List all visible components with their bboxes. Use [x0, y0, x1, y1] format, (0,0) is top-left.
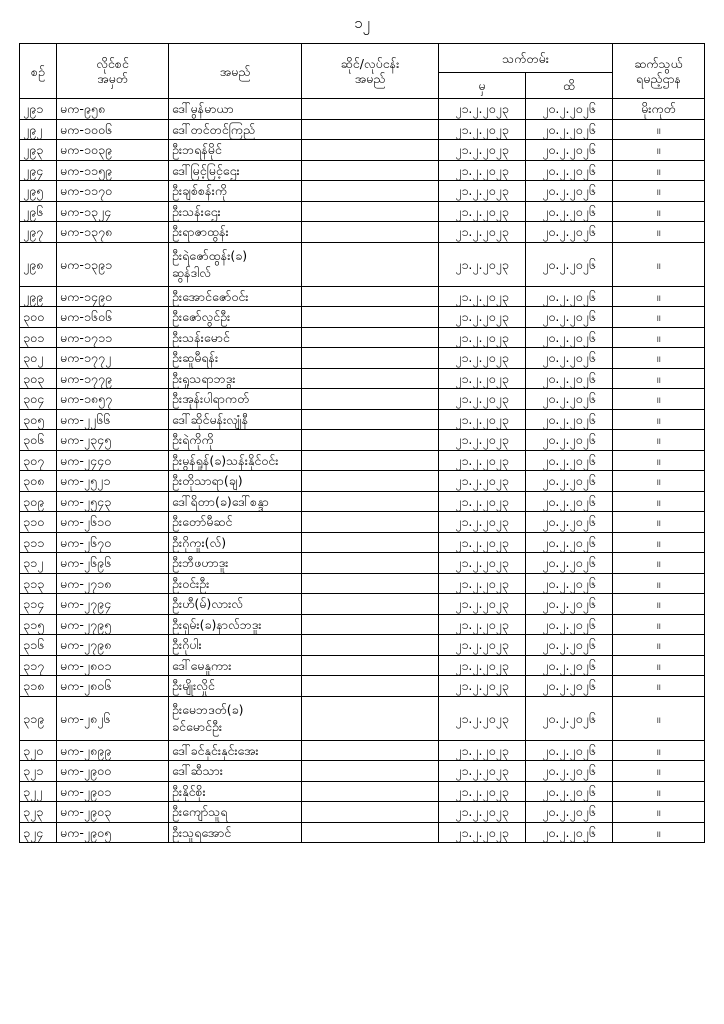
cell-valid-from: ၂၁.၂.၂၀၂၃: [439, 740, 526, 761]
cell-name: ဒေါ်ဆိုင်မန်းလျုံနီ: [169, 409, 302, 430]
cell-license-no: မက-၁၃၉၁: [57, 242, 169, 286]
cell-license-no: မက-၂၈၉၉: [57, 740, 169, 761]
table-row: [20, 140, 705, 161]
cell-contact-dept: ။: [613, 327, 705, 348]
table-row: [20, 348, 705, 369]
cell-name: ဒေါ်ခင်နှင်းနှင်းအေး: [169, 740, 302, 761]
table-body: [20, 99, 705, 843]
cell-contact-dept: ။: [613, 430, 705, 451]
cell-serial: ၃၂၀: [20, 740, 57, 761]
cell-name: ဒေါ်မွန်မာယာ: [169, 99, 302, 120]
cell-shop-name: [302, 242, 439, 286]
cell-serial: ၂၉၇: [20, 222, 57, 243]
cell-valid-to: ၂၀.၂.၂၀၂၆: [526, 348, 613, 369]
table-row: [20, 222, 705, 243]
header-license-line1: လိုင်စင်: [96, 56, 129, 71]
cell-shop-name: [302, 761, 439, 782]
cell-license-no: မက-၁၇၇၂: [57, 348, 169, 369]
cell-serial: ၂၉၄: [20, 160, 57, 181]
cell-contact-dept: ။: [613, 389, 705, 410]
cell-contact-dept: ။: [613, 201, 705, 222]
cell-contact-dept: ။: [613, 222, 705, 243]
cell-license-no: မက-၂၈၀၆: [57, 676, 169, 697]
cell-name: ဦးရဲကိုကို: [169, 430, 302, 451]
cell-license-no: မက-၂၇၉၄: [57, 594, 169, 615]
cell-shop-name: [302, 573, 439, 594]
cell-contact-dept: ။: [613, 242, 705, 286]
cell-shop-name: [302, 368, 439, 389]
cell-name: ဦးသန်းမောင်: [169, 327, 302, 348]
cell-contact-dept: ။: [613, 450, 705, 471]
cell-valid-to: ၂၀.၂.၂၀၂၆: [526, 430, 613, 451]
cell-name: ဦးဂိုပါး: [169, 635, 302, 656]
cell-name: ဦးဂိုကူး(လ်): [169, 532, 302, 553]
cell-serial: ၃၁၃: [20, 573, 57, 594]
cell-valid-from: ၂၁.၂.၂၀၂၃: [439, 450, 526, 471]
cell-contact-dept: ။: [613, 471, 705, 492]
cell-name: ဦးဘီဖဟာဒူး: [169, 553, 302, 574]
cell-shop-name: [302, 160, 439, 181]
table-row: [20, 450, 705, 471]
cell-contact-dept: ။: [613, 573, 705, 594]
cell-shop-name: [302, 409, 439, 430]
cell-license-no: မက-၁၃၂၄: [57, 201, 169, 222]
cell-serial: ၃၂၁: [20, 761, 57, 782]
cell-shop-name: [302, 614, 439, 635]
cell-valid-from: ၂၁.၂.၂၀၂၃: [439, 655, 526, 676]
cell-valid-to: ၂၀.၂.၂၀၂၆: [526, 140, 613, 161]
cell-valid-to: ၂၀.၂.၂၀၂၆: [526, 327, 613, 348]
name-line2: ဆွန်ဒါလ်: [172, 265, 211, 280]
cell-license-no: မက-၂၉၀၃: [57, 802, 169, 823]
cell-valid-to: ၂၀.၂.၂၀၂၆: [526, 389, 613, 410]
cell-license-no: မက-၁၈၅၇: [57, 389, 169, 410]
cell-name: [169, 242, 302, 286]
cell-valid-from: ၂၁.၂.၂၀၂၃: [439, 242, 526, 286]
cell-serial: ၃၁၉: [20, 696, 57, 740]
cell-valid-from: ၂၁.၂.၂၀၂၃: [439, 409, 526, 430]
cell-serial: ၂၉၃: [20, 140, 57, 161]
cell-license-no: မက-၁၀၀၆: [57, 119, 169, 140]
cell-serial: ၃၀၄: [20, 389, 57, 410]
cell-serial: ၃၀၃: [20, 368, 57, 389]
cell-contact-dept: ။: [613, 119, 705, 140]
cell-serial: ၂၉၈: [20, 242, 57, 286]
table-row: [20, 307, 705, 328]
cell-serial: ၂၉၆: [20, 201, 57, 222]
cell-valid-to: ၂၀.၂.၂၀၂၆: [526, 781, 613, 802]
cell-valid-to: ၂၀.၂.၂၀၂၆: [526, 532, 613, 553]
cell-contact-dept: ။: [613, 655, 705, 676]
cell-valid-from: ၂၁.၂.၂၀၂၃: [439, 635, 526, 656]
cell-valid-to: ၂၀.၂.၂၀၂၆: [526, 761, 613, 782]
cell-license-no: မက-၂၉၀၁: [57, 781, 169, 802]
table-row: [20, 573, 705, 594]
cell-contact-dept: ။: [613, 307, 705, 328]
cell-license-no: မက-၂၇၁၈: [57, 573, 169, 594]
cell-serial: ၂၉၁: [20, 99, 57, 120]
cell-license-no: မက-၁၁၅၉: [57, 160, 169, 181]
name-line1: ဦးမေဘဒတ်(ခ): [172, 702, 244, 717]
cell-serial: ၃၁၅: [20, 614, 57, 635]
cell-license-no: မက-၂၆၇၀: [57, 532, 169, 553]
cell-valid-from: ၂၁.၂.၂၀၂၃: [439, 781, 526, 802]
cell-license-no: မက-၂၅၄၃: [57, 491, 169, 512]
cell-valid-to: ၂၀.၂.၂၀၂၆: [526, 409, 613, 430]
cell-valid-from: ၂၁.၂.၂၀၂၃: [439, 140, 526, 161]
cell-name: ဦးချစ်စန်းကို: [169, 181, 302, 202]
cell-contact-dept: ။: [613, 781, 705, 802]
cell-shop-name: [302, 512, 439, 533]
cell-valid-from: ၂၁.၂.၂၀၂၃: [439, 471, 526, 492]
cell-serial: ၃၀၀: [20, 307, 57, 328]
cell-serial: ၃၀၆: [20, 430, 57, 451]
cell-shop-name: [302, 430, 439, 451]
cell-name: ဦးသူရအောင်: [169, 822, 302, 843]
cell-serial: ၂၉၂: [20, 119, 57, 140]
table-row: [20, 471, 705, 492]
cell-valid-to: ၂၀.၂.၂၀၂၆: [526, 676, 613, 697]
cell-name: ဦးရာဇာထွန်း: [169, 222, 302, 243]
cell-name: ဦးမွန်ရှုန်(ခ)သန်းနိုင်ဝင်း: [169, 450, 302, 471]
cell-name: ဦးဆူမီရန်း: [169, 348, 302, 369]
cell-shop-name: [302, 594, 439, 615]
cell-valid-from: ၂၁.၂.၂၀၂၃: [439, 119, 526, 140]
cell-name: ဦးအောင်ဇော်ဝင်း: [169, 286, 302, 307]
cell-serial: ၃၁၁: [20, 532, 57, 553]
cell-license-no: မက-၂၉၀၀: [57, 761, 169, 782]
cell-shop-name: [302, 181, 439, 202]
table-row: [20, 201, 705, 222]
cell-valid-to: ၂၀.၂.၂၀၂၆: [526, 573, 613, 594]
cell-shop-name: [302, 119, 439, 140]
cell-shop-name: [302, 532, 439, 553]
cell-shop-name: [302, 222, 439, 243]
cell-license-no: မက-၂၂၆၆: [57, 409, 169, 430]
cell-license-no: မက-၉၅၈: [57, 99, 169, 120]
cell-valid-to: ၂၀.၂.၂၀၂၆: [526, 802, 613, 823]
cell-shop-name: [302, 822, 439, 843]
cell-valid-from: ၂၁.၂.၂၀၂၃: [439, 802, 526, 823]
cell-name: ဦးကျော်သူရ: [169, 802, 302, 823]
cell-serial: ၃၂၃: [20, 802, 57, 823]
cell-contact-dept: ။: [613, 181, 705, 202]
cell-license-no: မက-၂၈၂၆: [57, 696, 169, 740]
cell-valid-from: ၂၁.၂.၂၀၂၃: [439, 696, 526, 740]
cell-valid-from: ၂၁.၂.၂၀၂၃: [439, 430, 526, 451]
cell-serial: ၃၀၅: [20, 409, 57, 430]
cell-shop-name: [302, 389, 439, 410]
table-row: [20, 181, 705, 202]
header-license-no: [57, 44, 169, 99]
cell-valid-to: ၂၀.၂.၂၀၂၆: [526, 696, 613, 740]
cell-serial: ၃၁၈: [20, 676, 57, 697]
cell-valid-from: ၂၁.၂.၂၀၂၃: [439, 181, 526, 202]
cell-license-no: မက-၁၁၇၀: [57, 181, 169, 202]
cell-contact-dept: ။: [613, 368, 705, 389]
cell-serial: ၃၁၄: [20, 594, 57, 615]
cell-valid-to: ၂၀.၂.၂၀၂၆: [526, 822, 613, 843]
table-row: [20, 430, 705, 451]
cell-valid-to: ၂၀.၂.၂၀၂၆: [526, 450, 613, 471]
header-to: ထိ: [526, 73, 613, 99]
name-line1: ဦးရဲဇော်ထွန်း(ခ): [172, 248, 248, 263]
cell-contact-dept: ။: [613, 532, 705, 553]
cell-shop-name: [302, 655, 439, 676]
cell-license-no: မက-၂၈၀၁: [57, 655, 169, 676]
cell-valid-from: ၂၁.၂.၂၀၂၃: [439, 160, 526, 181]
cell-contact-dept: ။: [613, 822, 705, 843]
cell-contact-dept: ။: [613, 696, 705, 740]
cell-valid-from: ၂၁.၂.၂၀၂၃: [439, 491, 526, 512]
cell-license-no: မက-၁၀၃၉: [57, 140, 169, 161]
cell-name: ဦးသန်းဌေး: [169, 201, 302, 222]
cell-shop-name: [302, 491, 439, 512]
cell-valid-from: ၂၁.၂.၂၀၂၃: [439, 222, 526, 243]
cell-valid-from: ၂၁.၂.၂၀၂၃: [439, 348, 526, 369]
header-remark-line2: ရမည့်ဌာန: [636, 71, 681, 86]
table-header: [20, 44, 705, 99]
cell-serial: ၃၂၂: [20, 781, 57, 802]
cell-serial: ၂၉၉: [20, 286, 57, 307]
cell-contact-dept: ။: [613, 676, 705, 697]
cell-valid-to: ၂၀.၂.၂၀၂၆: [526, 201, 613, 222]
table-row: [20, 740, 705, 761]
cell-shop-name: [302, 327, 439, 348]
header-shop-line2: အမည်: [354, 71, 386, 86]
cell-contact-dept: ။: [613, 740, 705, 761]
cell-shop-name: [302, 635, 439, 656]
table-row: [20, 781, 705, 802]
cell-valid-to: ၂၀.၂.၂၀၂၆: [526, 635, 613, 656]
cell-name: ဒေါ်မြင့်မြင့်ဌေး: [169, 160, 302, 181]
cell-shop-name: [302, 201, 439, 222]
cell-serial: ၃၀၉: [20, 491, 57, 512]
cell-valid-to: ၂၀.၂.၂၀၂၆: [526, 99, 613, 120]
cell-shop-name: [302, 450, 439, 471]
cell-valid-from: ၂၁.၂.၂၀၂၃: [439, 761, 526, 782]
cell-valid-to: ၂၀.၂.၂၀၂၆: [526, 119, 613, 140]
header-shop-name: [302, 44, 439, 99]
cell-name: ဦးနိုင်စိုး: [169, 781, 302, 802]
cell-valid-from: ၂၁.၂.၂၀၂၃: [439, 594, 526, 615]
cell-license-no: မက-၂၆၉၆: [57, 553, 169, 574]
cell-shop-name: [302, 553, 439, 574]
cell-serial: ၃၁၇: [20, 655, 57, 676]
cell-license-no: မက-၁၃၇၈: [57, 222, 169, 243]
table-row: [20, 389, 705, 410]
cell-name: ဒေါ်တင်တင်ကြည်: [169, 119, 302, 140]
page-number: ၁၂: [354, 14, 370, 32]
header-serial: စဉ်: [20, 44, 57, 99]
cell-valid-from: ၂၁.၂.၂၀၂၃: [439, 614, 526, 635]
table-row: [20, 119, 705, 140]
cell-valid-to: ၂၀.၂.၂၀၂၆: [526, 286, 613, 307]
cell-license-no: မက-၁၄၉၀: [57, 286, 169, 307]
table-row: [20, 242, 705, 286]
cell-contact-dept: ။: [613, 491, 705, 512]
header-remark-line1: ဆက်သွယ်: [634, 56, 683, 71]
cell-valid-from: ၂၁.၂.၂၀၂၃: [439, 327, 526, 348]
cell-name: ဒေါ်မေနူကား: [169, 655, 302, 676]
cell-name: ဦးဝင်းဦး: [169, 573, 302, 594]
cell-license-no: မက-၂၆၁၀: [57, 512, 169, 533]
table-row: [20, 696, 705, 740]
table-row: [20, 822, 705, 843]
table-row: [20, 409, 705, 430]
cell-name: [169, 696, 302, 740]
cell-valid-from: ၂၁.၂.၂၀၂၃: [439, 201, 526, 222]
cell-valid-from: ၂၁.၂.၂၀၂၃: [439, 532, 526, 553]
cell-valid-from: ၂၁.၂.၂၀၂၃: [439, 822, 526, 843]
cell-serial: ၃၁၂: [20, 553, 57, 574]
table-row: [20, 491, 705, 512]
cell-name: ဦးတိုသာရာ(ချ): [169, 471, 302, 492]
table-row: [20, 676, 705, 697]
cell-valid-from: ၂၁.၂.၂၀၂၃: [439, 553, 526, 574]
cell-shop-name: [302, 696, 439, 740]
cell-contact-dept: ။: [613, 594, 705, 615]
cell-shop-name: [302, 781, 439, 802]
cell-license-no: မက-၁၇၁၁: [57, 327, 169, 348]
cell-name: ဦးဟီ(မ်)လားလ်: [169, 594, 302, 615]
cell-license-no: မက-၁၆၀၆: [57, 307, 169, 328]
cell-valid-from: ၂၁.၂.၂၀၂၃: [439, 389, 526, 410]
cell-contact-dept: ။: [613, 761, 705, 782]
cell-shop-name: [302, 802, 439, 823]
cell-contact-dept: ။: [613, 160, 705, 181]
table-row: [20, 99, 705, 120]
table-row: [20, 761, 705, 782]
cell-contact-dept: ။: [613, 512, 705, 533]
table-row: [20, 160, 705, 181]
cell-shop-name: [302, 99, 439, 120]
cell-name: ဦးဘရန်မိုင်: [169, 140, 302, 161]
cell-license-no: မက-၂၉၀၅: [57, 822, 169, 843]
cell-valid-to: ၂၀.၂.၂၀၂၆: [526, 181, 613, 202]
cell-contact-dept: ။: [613, 802, 705, 823]
cell-valid-to: ၂၀.၂.၂၀၂၆: [526, 160, 613, 181]
cell-valid-to: ၂၀.၂.၂၀၂၆: [526, 368, 613, 389]
cell-serial: ၃၁၀: [20, 512, 57, 533]
table-row: [20, 614, 705, 635]
cell-contact-dept: ။: [613, 635, 705, 656]
table-row: [20, 594, 705, 615]
cell-license-no: မက-၁၇၇၉: [57, 368, 169, 389]
cell-valid-to: ၂၀.၂.၂၀၂၆: [526, 242, 613, 286]
cell-serial: ၃၀၇: [20, 450, 57, 471]
cell-name: ဦးတော်မီဆင်: [169, 512, 302, 533]
cell-shop-name: [302, 140, 439, 161]
cell-valid-to: ၂၀.၂.၂၀၂၆: [526, 222, 613, 243]
cell-license-no: မက-၂၅၂၁: [57, 471, 169, 492]
cell-valid-from: ၂၁.၂.၂၀၂၃: [439, 99, 526, 120]
cell-valid-to: ၂၀.၂.၂၀၂၆: [526, 594, 613, 615]
cell-valid-to: ၂၀.၂.၂၀၂၆: [526, 655, 613, 676]
cell-serial: ၃၀၂: [20, 348, 57, 369]
cell-valid-to: ၂၀.၂.၂၀၂၆: [526, 614, 613, 635]
cell-license-no: မက-၂၃၄၅: [57, 430, 169, 451]
cell-serial: ၂၉၅: [20, 181, 57, 202]
cell-valid-to: ၂၀.၂.၂၀၂၆: [526, 307, 613, 328]
cell-contact-dept: မိုးကုတ်: [613, 99, 705, 120]
cell-contact-dept: ။: [613, 286, 705, 307]
cell-shop-name: [302, 348, 439, 369]
cell-valid-from: ၂၁.၂.၂၀၂၃: [439, 676, 526, 697]
header-from: မှ: [439, 73, 526, 99]
cell-serial: ၃၀၁: [20, 327, 57, 348]
header-validity: သက်တမ်း: [439, 44, 613, 73]
cell-contact-dept: ။: [613, 140, 705, 161]
cell-license-no: မက-၂၇၉၅: [57, 614, 169, 635]
cell-valid-to: ၂၀.၂.၂၀၂၆: [526, 491, 613, 512]
cell-valid-from: ၂၁.၂.၂၀၂၃: [439, 512, 526, 533]
cell-shop-name: [302, 471, 439, 492]
cell-valid-from: ၂၁.၂.၂၀၂၃: [439, 368, 526, 389]
cell-serial: ၃၁၆: [20, 635, 57, 656]
header-license-line2: အမှတ်: [97, 71, 128, 86]
cell-valid-to: ၂၀.၂.၂၀၂၆: [526, 553, 613, 574]
cell-contact-dept: ။: [613, 348, 705, 369]
header-contact-dept: [613, 44, 705, 99]
table-row: [20, 532, 705, 553]
cell-license-no: မက-၂၄၄၀: [57, 450, 169, 471]
cell-name: ဦးအုန်းပါရာကတ်: [169, 389, 302, 410]
cell-name: ဦးဇော်လွင်ဦး: [169, 307, 302, 328]
license-register-table: [19, 43, 705, 843]
cell-valid-to: ၂၀.၂.၂၀၂၆: [526, 512, 613, 533]
cell-valid-from: ၂၁.၂.၂၀၂၃: [439, 286, 526, 307]
cell-valid-from: ၂၁.၂.၂၀၂၃: [439, 573, 526, 594]
table-row: [20, 635, 705, 656]
cell-shop-name: [302, 740, 439, 761]
cell-serial: ၃၂၄: [20, 822, 57, 843]
cell-contact-dept: ။: [613, 553, 705, 574]
cell-contact-dept: ။: [613, 614, 705, 635]
cell-serial: ၃၀၈: [20, 471, 57, 492]
table-row: [20, 512, 705, 533]
cell-name: ဒေါ်ရိတာ(ခ)ဒေါ်စန္ဒာ: [169, 491, 302, 512]
cell-name: ဦးမျိုးလှိုင်: [169, 676, 302, 697]
cell-valid-to: ၂၀.၂.၂၀၂၆: [526, 471, 613, 492]
cell-license-no: မက-၂၇၉၈: [57, 635, 169, 656]
cell-shop-name: [302, 286, 439, 307]
table-row: [20, 655, 705, 676]
cell-shop-name: [302, 307, 439, 328]
cell-contact-dept: ။: [613, 409, 705, 430]
table-row: [20, 802, 705, 823]
cell-name: ဦးရှမ်း(ခ)နာလ်ဘဒူး: [169, 614, 302, 635]
header-shop-line1: ဆိုင်/လုပ်ငန်း: [340, 56, 400, 71]
cell-name: ဦးရှုသရာဘဒွး: [169, 368, 302, 389]
cell-valid-from: ၂၁.၂.၂၀၂၃: [439, 307, 526, 328]
table-row: [20, 553, 705, 574]
cell-name: ဒေါ်ဆီသား: [169, 761, 302, 782]
header-name: အမည်: [169, 44, 302, 99]
name-line2: ခင်မောင်ဦး: [172, 719, 223, 734]
table-row: [20, 327, 705, 348]
cell-shop-name: [302, 676, 439, 697]
cell-valid-to: ၂၀.၂.၂၀၂၆: [526, 740, 613, 761]
table-row: [20, 286, 705, 307]
table-row: [20, 368, 705, 389]
